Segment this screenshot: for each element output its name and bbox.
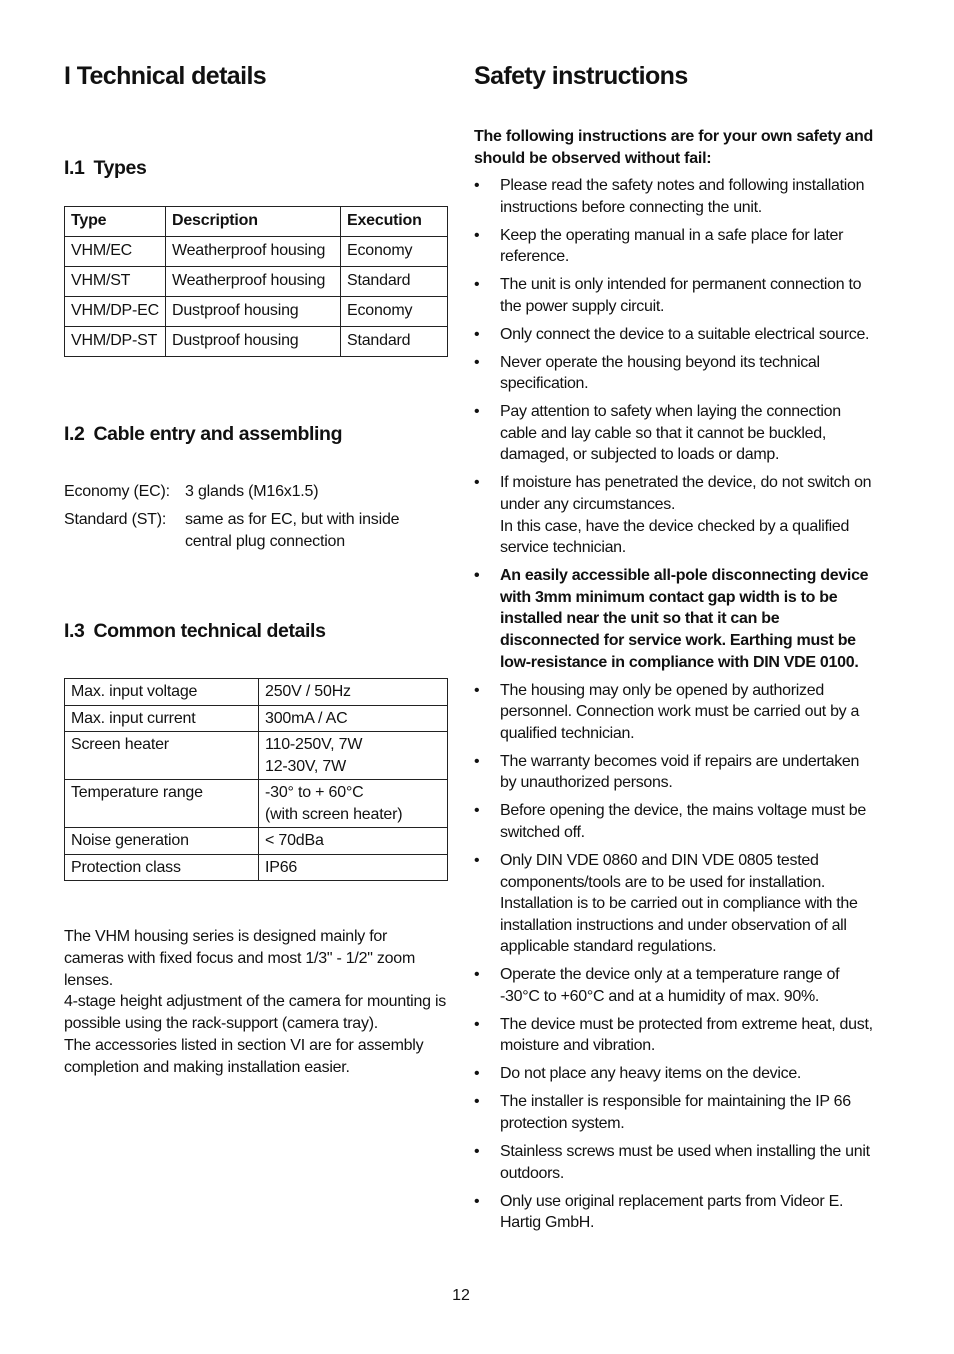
table-cell: Noise generation	[65, 828, 259, 855]
safety-item	[474, 472, 874, 558]
description-paragraph: The accessories listed in section VI are for assembly completion and making installation easier.	[64, 1036, 424, 1076]
safety-item-text: The installer is responsible for maintaining the IP 66 protection system.	[500, 1093, 851, 1133]
bullet-icon: •	[474, 1192, 480, 1210]
bullet-icon: •	[474, 1065, 480, 1083]
table-cell: Dustproof housing	[166, 327, 341, 357]
table-row	[65, 237, 448, 267]
table-cell: Economy	[341, 297, 448, 327]
safety-item	[474, 401, 874, 466]
bullet-icon: •	[474, 403, 480, 421]
table-cell: Max. input voltage	[65, 679, 259, 706]
product-description	[64, 926, 448, 1079]
table-cell: Economy	[341, 237, 448, 267]
table-row	[65, 297, 448, 327]
cable-entry-label: Standard (ST):	[64, 511, 167, 528]
table-cell: Dustproof housing	[166, 297, 341, 327]
section-heading-types	[64, 156, 146, 180]
safety-item	[474, 225, 874, 268]
safety-item	[474, 751, 874, 794]
safety-item-text: Keep the operating manual in a safe place for later reference.	[500, 226, 844, 266]
bullet-icon: •	[474, 1143, 480, 1160]
cable-entry-label: Economy (EC):	[64, 483, 170, 500]
safety-item-text: The unit is only intended for permanent connection to the power supply circuit.	[500, 276, 862, 315]
cable-entry-value: same as for EC, but with inside central plug connection	[185, 511, 400, 550]
safety-item	[474, 1014, 874, 1057]
section-number: I.3	[64, 620, 85, 642]
bullet-icon: •	[474, 681, 480, 699]
safety-item-warning	[474, 565, 874, 673]
column-header: Type	[65, 207, 166, 237]
table-cell: 300mA / AC	[259, 705, 448, 732]
table-cell: VHM/DP-EC	[65, 297, 166, 327]
table-cell: -30° to + 60°C (with screen heater)	[259, 780, 448, 828]
safety-item-text: An easily accessible all-pole disconnecting device with 3mm minimum contact gap width is to be installed near the unit so that it can be disconnected for service work. Earthing must be low-resistance in compliance with DIN VDE 0100.	[500, 567, 869, 671]
table-cell: Weatherproof housing	[166, 267, 341, 297]
bullet-icon: •	[474, 226, 480, 244]
page-title: I Technical details	[64, 62, 267, 90]
safety-item	[474, 274, 874, 317]
section-number: I.1	[64, 157, 85, 179]
safety-item	[474, 352, 874, 395]
safety-item-text: Operate the device only at a temperature range of -30°C to +60°C and at a humidity of max. 90%.	[500, 966, 840, 1005]
safety-item	[474, 324, 874, 346]
bullet-icon: •	[474, 276, 480, 294]
column-header: Execution	[341, 207, 448, 237]
safety-item-text: Only connect the device to a suitable electrical source.	[500, 325, 870, 343]
description-paragraph: The VHM housing series is designed mainly for cameras with fixed focus and most 1/3" - 1/2" zoom lenses.	[64, 928, 416, 989]
safety-list	[474, 175, 874, 1240]
section-heading-common	[64, 619, 326, 643]
bullet-icon: •	[474, 802, 480, 820]
safety-item	[474, 175, 874, 218]
table-cell: IP66	[259, 854, 448, 881]
bullet-icon: •	[474, 353, 480, 371]
bullet-icon: •	[474, 1015, 480, 1033]
bullet-icon: •	[474, 1093, 480, 1111]
safety-item	[474, 1091, 874, 1134]
table-cell: Max. input current	[65, 705, 259, 732]
safety-item-text: Only DIN VDE 0860 and DIN VDE 0805 tested components/tools are to be used for installation. Installation is to be carried out in compliance with the installation instructions and under observation of all applicable standard regulations.	[500, 851, 858, 956]
section-title: Types	[93, 157, 147, 179]
cable-entry-value: 3 glands (M16x1.5)	[185, 483, 319, 500]
column-header: Description	[166, 207, 341, 237]
bullet-icon: •	[474, 325, 480, 343]
safety-item	[474, 850, 874, 958]
safety-intro: The following instructions are for your own safety and should be observed without fail:	[474, 128, 873, 167]
table-row	[65, 854, 448, 881]
safety-item-text: The warranty becomes void if repairs are undertaken by unauthorized persons.	[500, 752, 860, 792]
safety-item	[474, 800, 874, 843]
common-details-table	[64, 678, 448, 881]
safety-item	[474, 1063, 874, 1085]
table-cell: Screen heater	[65, 732, 259, 780]
safety-item	[474, 1191, 874, 1234]
table-row	[65, 327, 448, 357]
table-cell: Standard	[341, 327, 448, 357]
table-cell: 250V / 50Hz	[259, 679, 448, 706]
table-cell: VHM/EC	[65, 237, 166, 267]
table-row	[65, 780, 448, 828]
table-cell: Standard	[341, 267, 448, 297]
safety-item-text: The housing may only be opened by authorized personnel. Connection work must be carried out by a qualified technician.	[500, 681, 860, 742]
table-cell: < 70dBa	[259, 828, 448, 855]
safety-item-text: Please read the safety notes and following installation instructions before connecting the unit.	[500, 177, 865, 216]
table-row	[65, 705, 448, 732]
table-cell: VHM/ST	[65, 267, 166, 297]
section-title: Cable entry and assembling	[93, 423, 343, 445]
safety-item	[474, 1141, 874, 1184]
section-number: I.2	[64, 423, 85, 445]
table-cell: Protection class	[65, 854, 259, 881]
table-row	[65, 679, 448, 706]
safety-item-text: If moisture has penetrated the device, do not switch on under any circumstances. In this case, have the device checked by a qualified service technician.	[500, 474, 872, 557]
safety-item-text: The device must be protected from extreme heat, dust, moisture and vibration.	[500, 1015, 873, 1055]
table-row	[65, 267, 448, 297]
safety-item-text: Only use original replacement parts from Videor E. Hartig GmbH.	[500, 1192, 844, 1232]
bullet-icon: •	[474, 474, 480, 492]
bullet-icon: •	[474, 177, 480, 194]
safety-item-text: Never operate the housing beyond its technical specification.	[500, 353, 820, 393]
safety-item	[474, 680, 874, 745]
safety-item-text: Pay attention to safety when laying the connection cable and lay cable so that it cannot be buckled, damaged, or subjected to loads or damp.	[500, 403, 841, 464]
bullet-icon: •	[474, 567, 480, 585]
table-cell: VHM/DP-ST	[65, 327, 166, 357]
table-cell: Temperature range	[65, 780, 259, 828]
safety-item-text: Do not place any heavy items on the device.	[500, 1065, 802, 1083]
table-row	[65, 828, 448, 855]
safety-item-text: Stainless screws must be used when installing the unit outdoors.	[500, 1143, 870, 1182]
section-heading-cable	[64, 422, 342, 446]
table-cell: Weatherproof housing	[166, 237, 341, 267]
safety-item-text: Before opening the device, the mains voltage must be switched off.	[500, 802, 866, 841]
types-table	[64, 206, 448, 357]
page-number: 12	[452, 1287, 470, 1304]
bullet-icon: •	[474, 966, 480, 984]
bullet-icon: •	[474, 752, 480, 770]
section-title: Common technical details	[93, 620, 326, 642]
safety-title: Safety instructions	[474, 62, 688, 90]
description-paragraph: 4-stage height adjustment of the camera for mounting is possible using the rack-support (camera tray).	[64, 993, 447, 1033]
table-row	[65, 732, 448, 780]
table-cell: 110-250V, 7W 12-30V, 7W	[259, 732, 448, 780]
bullet-icon: •	[474, 851, 480, 869]
table-header-row	[65, 207, 448, 237]
safety-item	[474, 964, 874, 1007]
